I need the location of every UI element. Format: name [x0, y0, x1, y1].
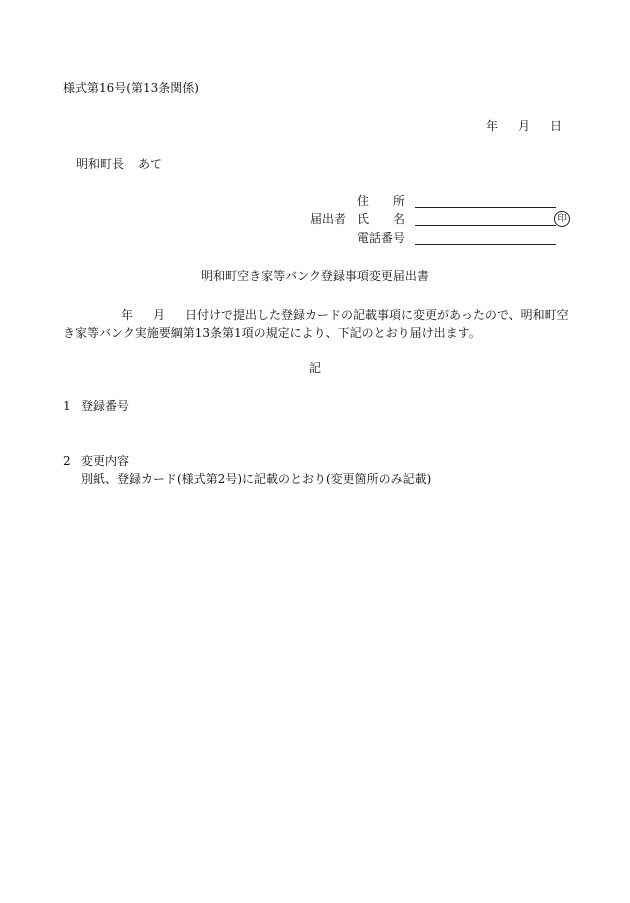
name-label-char-1: 氏	[357, 212, 370, 226]
date-year-label: 年	[486, 119, 499, 133]
ki-heading: 記	[308, 361, 321, 375]
item-label: 変更内容	[81, 454, 130, 468]
item-change-content	[63, 455, 129, 467]
body-paragraph	[63, 306, 573, 342]
addressee-suffix: あて	[138, 157, 163, 171]
document-title: 明和町空き家等バンク登録事項変更届出書	[201, 269, 429, 283]
addressee	[76, 158, 162, 170]
addressee-name: 明和町長	[76, 157, 125, 171]
item-change-detail: 別紙、登録カード(様式第2号)に記載のとおり(変更箇所のみ記載)	[81, 472, 432, 486]
name-label	[357, 213, 405, 225]
item-label: 登録番号	[81, 399, 130, 413]
address-label	[357, 195, 405, 207]
address-label-char-2: 所	[392, 194, 405, 208]
body-year-label: 年	[121, 308, 134, 322]
body-month-label: 月	[153, 308, 166, 322]
phone-field-line[interactable]	[415, 244, 556, 245]
item-registration-number	[63, 400, 129, 412]
item-number: 1	[63, 399, 71, 413]
address-field-line[interactable]	[415, 207, 556, 208]
date-day-label: 日	[550, 119, 563, 133]
name-field-line[interactable]	[415, 225, 556, 226]
phone-label: 電話番号	[357, 231, 406, 245]
date-month-label: 月	[518, 119, 531, 133]
name-label-char-2: 名	[392, 212, 405, 226]
form-number: 様式第16号(第13条関係)	[63, 81, 199, 95]
applicant-label: 届出者	[310, 212, 347, 226]
body-text: 日付けで提出した登録カードの記載事項に変更があったので、明和町空き家等バンク実施要綱第13条第1項の規定により、下記のとおり届け出ます。	[63, 308, 569, 340]
date-line	[486, 120, 562, 132]
address-label-char-1: 住	[357, 194, 370, 208]
seal-mark: 印	[554, 211, 570, 227]
item-number: 2	[63, 454, 71, 468]
